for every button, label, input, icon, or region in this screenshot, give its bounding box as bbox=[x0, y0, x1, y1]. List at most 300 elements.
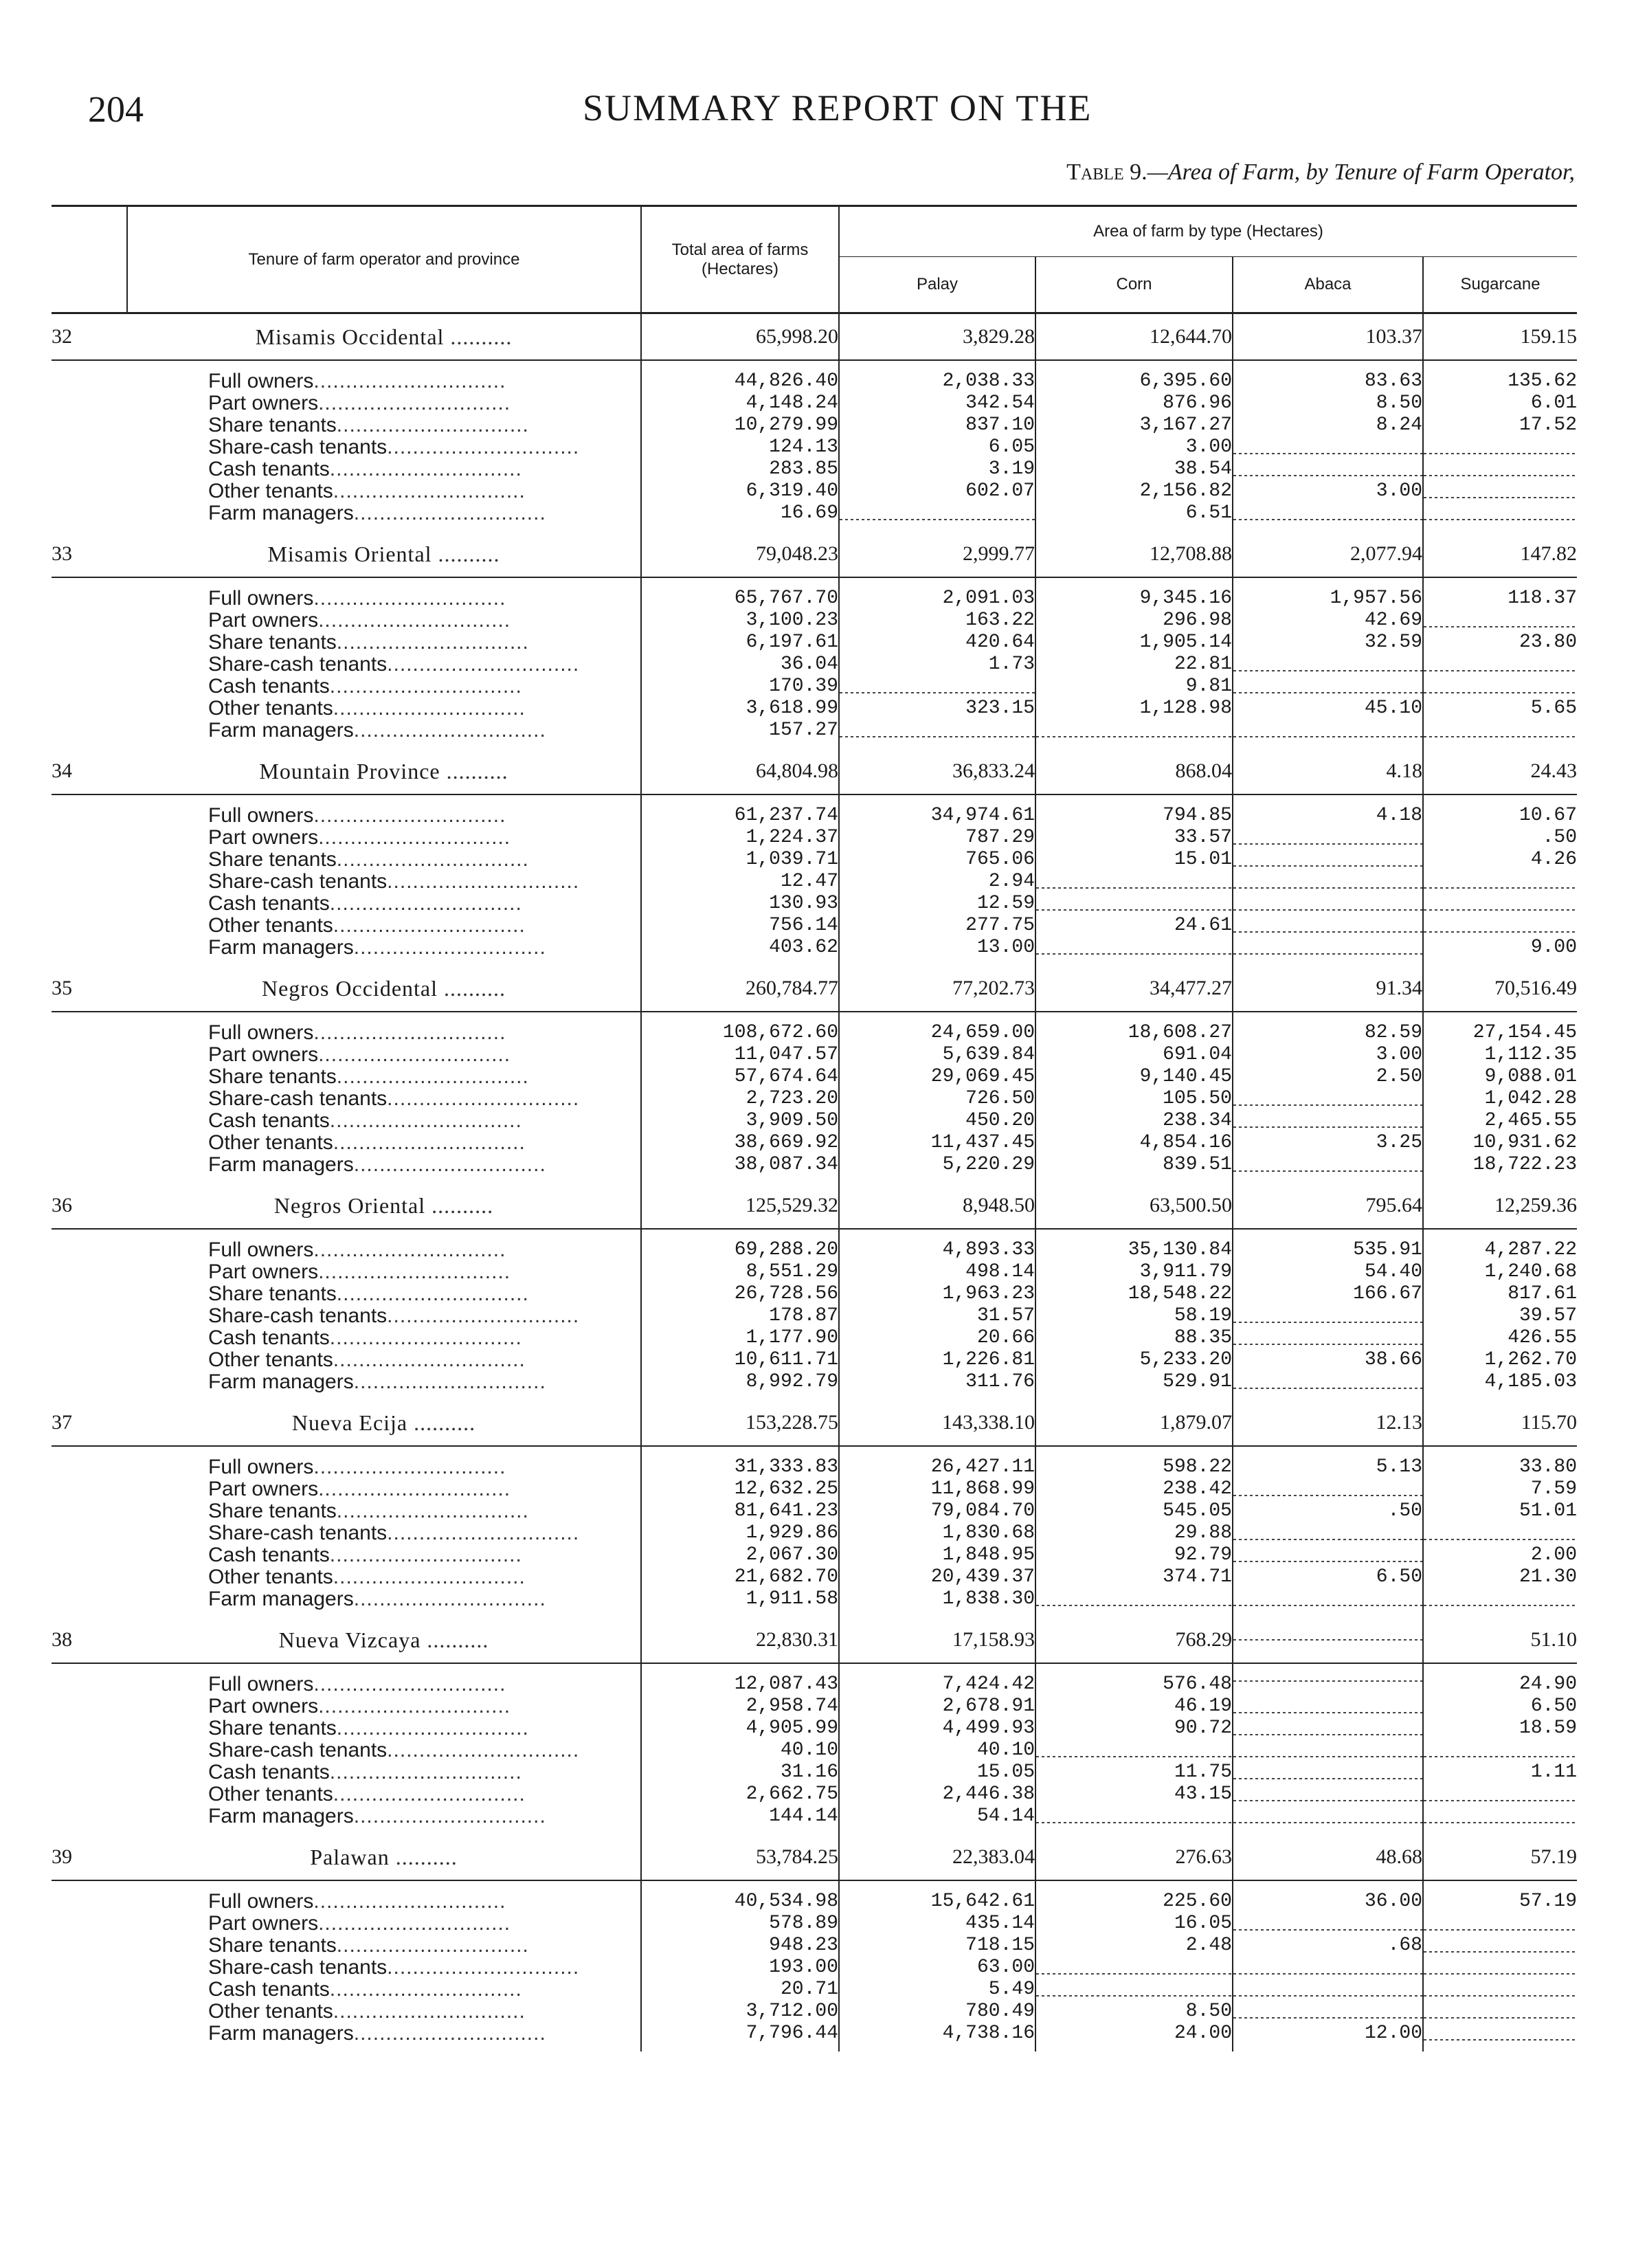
value-cell: 79,084.70 bbox=[839, 1500, 1035, 1522]
value-cell bbox=[1423, 654, 1577, 676]
value-cell bbox=[1233, 1588, 1423, 1617]
value-cell bbox=[1233, 893, 1423, 915]
tenure-row bbox=[52, 1935, 1577, 1957]
value-cell: 4,185.03 bbox=[1423, 1371, 1577, 1400]
table-body bbox=[52, 313, 1577, 2052]
value-cell: 7,796.44 bbox=[641, 2023, 839, 2052]
value-cell: 817.61 bbox=[1423, 1283, 1577, 1305]
province-row bbox=[52, 1834, 1577, 1880]
value-cell bbox=[1423, 458, 1577, 480]
value-cell bbox=[1423, 1979, 1577, 2001]
value-cell: 12,632.25 bbox=[641, 1478, 839, 1500]
tenure-label: Farm managers bbox=[208, 1588, 354, 1610]
province-label-cell bbox=[127, 313, 641, 361]
tenure-row bbox=[52, 720, 1577, 748]
value-cell: 13.00 bbox=[839, 937, 1035, 966]
value-cell: 35,130.84 bbox=[1035, 1229, 1233, 1261]
leader-dots: .............................. bbox=[387, 1739, 580, 1761]
leader-dots: .............................. bbox=[329, 893, 522, 915]
row-number-blank bbox=[52, 1066, 127, 1088]
tenure-label-cell bbox=[127, 1935, 641, 1957]
value-cell bbox=[1423, 1739, 1577, 1761]
tenure-label-cell bbox=[127, 676, 641, 698]
tenure-label-cell bbox=[127, 1478, 641, 1500]
value-cell: 6,319.40 bbox=[641, 480, 839, 502]
value-cell bbox=[1233, 1088, 1423, 1110]
value-cell: 1.11 bbox=[1423, 1761, 1577, 1783]
value-cell: 8.50 bbox=[1233, 392, 1423, 414]
value-cell: 3,618.99 bbox=[641, 698, 839, 720]
tenure-label-cell bbox=[127, 1717, 641, 1739]
value-cell: 118.37 bbox=[1423, 577, 1577, 610]
row-number-blank bbox=[52, 794, 127, 827]
value-cell: 43.15 bbox=[1035, 1783, 1233, 1805]
tenure-label-cell bbox=[127, 827, 641, 849]
province-total-cell: 77,202.73 bbox=[839, 966, 1035, 1012]
value-cell: 39.57 bbox=[1423, 1305, 1577, 1327]
tenure-label-cell bbox=[127, 632, 641, 654]
province-number: 39 bbox=[52, 1834, 127, 1880]
value-cell: 4.26 bbox=[1423, 849, 1577, 871]
value-cell: 450.20 bbox=[839, 1110, 1035, 1132]
leader-dots: .............................. bbox=[387, 436, 580, 458]
leader-dots: .............................. bbox=[333, 698, 526, 720]
tenure-label: Cash tenants bbox=[208, 1110, 330, 1132]
value-cell: 602.07 bbox=[839, 480, 1035, 502]
value-cell bbox=[1233, 1522, 1423, 1544]
leader-dots: .............................. bbox=[387, 1305, 580, 1327]
value-cell: 1,838.30 bbox=[839, 1588, 1035, 1617]
value-cell bbox=[1035, 720, 1233, 748]
value-cell bbox=[1233, 436, 1423, 458]
row-number-blank bbox=[52, 1663, 127, 1696]
value-cell: 876.96 bbox=[1035, 392, 1233, 414]
province-number: 32 bbox=[52, 313, 127, 361]
tenure-label: Other tenants bbox=[208, 1349, 333, 1371]
province-label-cell bbox=[127, 1834, 641, 1880]
value-cell: 765.06 bbox=[839, 849, 1035, 871]
tenure-row bbox=[52, 654, 1577, 676]
tenure-label: Share-cash tenants bbox=[208, 1522, 388, 1544]
tenure-label: Other tenants bbox=[208, 1132, 333, 1154]
leader-dots: .............................. bbox=[329, 458, 522, 480]
value-cell bbox=[1233, 676, 1423, 698]
row-number-blank bbox=[52, 1446, 127, 1478]
row-number-blank bbox=[52, 1088, 127, 1110]
value-cell: 40.10 bbox=[839, 1739, 1035, 1761]
leader-dots: .......... bbox=[421, 1627, 489, 1652]
value-cell: 40,534.98 bbox=[641, 1880, 839, 1913]
value-cell: .50 bbox=[1423, 827, 1577, 849]
tenure-label: Cash tenants bbox=[208, 1761, 330, 1783]
leader-dots: .............................. bbox=[336, 414, 529, 436]
value-cell: 90.72 bbox=[1035, 1717, 1233, 1739]
tenure-row bbox=[52, 1446, 1577, 1478]
value-cell: 426.55 bbox=[1423, 1327, 1577, 1349]
value-cell: 3,100.23 bbox=[641, 610, 839, 632]
value-cell: 10,279.99 bbox=[641, 414, 839, 436]
leader-dots: .............................. bbox=[313, 1021, 506, 1044]
tenure-row bbox=[52, 632, 1577, 654]
province-number: 33 bbox=[52, 531, 127, 577]
value-cell: 32.59 bbox=[1233, 632, 1423, 654]
tenure-label-cell bbox=[127, 1522, 641, 1544]
value-cell: 4,148.24 bbox=[641, 392, 839, 414]
tenure-label: Share tenants bbox=[208, 1500, 337, 1522]
tenure-row bbox=[52, 1913, 1577, 1935]
value-cell: 3.00 bbox=[1035, 436, 1233, 458]
row-number-blank bbox=[52, 1261, 127, 1283]
province-total-cell: 103.37 bbox=[1233, 313, 1423, 361]
leader-dots: .............................. bbox=[318, 827, 511, 849]
value-cell bbox=[1233, 871, 1423, 893]
value-cell: 435.14 bbox=[839, 1913, 1035, 1935]
value-cell: 18,722.23 bbox=[1423, 1154, 1577, 1183]
value-cell bbox=[1233, 1761, 1423, 1783]
row-number-blank bbox=[52, 577, 127, 610]
tenure-label-cell bbox=[127, 1012, 641, 1044]
value-cell: 18,548.22 bbox=[1035, 1283, 1233, 1305]
tenure-label: Cash tenants bbox=[208, 1979, 330, 2001]
province-total-cell: 2,077.94 bbox=[1233, 531, 1423, 577]
leader-dots: .............................. bbox=[333, 1783, 526, 1805]
province-total-cell: 276.63 bbox=[1035, 1834, 1233, 1880]
tenure-label: Full owners bbox=[208, 370, 314, 392]
value-cell: 22.81 bbox=[1035, 654, 1233, 676]
value-cell: .50 bbox=[1233, 1500, 1423, 1522]
tenure-row bbox=[52, 1805, 1577, 1834]
value-cell: 1,112.35 bbox=[1423, 1044, 1577, 1066]
province-total-cell: 24.43 bbox=[1423, 748, 1577, 794]
row-number-blank bbox=[52, 1696, 127, 1717]
value-cell: 4,738.16 bbox=[839, 2023, 1035, 2052]
value-cell: 2,067.30 bbox=[641, 1544, 839, 1566]
value-cell bbox=[1423, 1522, 1577, 1544]
leader-dots: .............................. bbox=[313, 804, 506, 827]
tenure-label: Cash tenants bbox=[208, 458, 330, 480]
value-cell: 10,931.62 bbox=[1423, 1132, 1577, 1154]
tenure-label: Share-cash tenants bbox=[208, 1739, 388, 1761]
value-cell: 29.88 bbox=[1035, 1522, 1233, 1544]
leader-dots: .............................. bbox=[313, 1890, 506, 1913]
value-cell bbox=[1423, 1783, 1577, 1805]
leader-dots: .............................. bbox=[353, 1805, 546, 1827]
leader-dots: .............................. bbox=[329, 1761, 522, 1783]
value-cell: 4,499.93 bbox=[839, 1717, 1035, 1739]
value-cell: 8,992.79 bbox=[641, 1371, 839, 1400]
value-cell bbox=[839, 502, 1035, 531]
row-number-blank bbox=[52, 1044, 127, 1066]
tenure-label-cell bbox=[127, 1957, 641, 1979]
province-total-cell: 22,383.04 bbox=[839, 1834, 1035, 1880]
tenure-label: Share tenants bbox=[208, 1717, 337, 1739]
value-cell: 2.48 bbox=[1035, 1935, 1233, 1957]
value-cell: 4,854.16 bbox=[1035, 1132, 1233, 1154]
tenure-row bbox=[52, 1327, 1577, 1349]
corn-column-header: Corn bbox=[1035, 257, 1233, 313]
tenure-row bbox=[52, 1663, 1577, 1696]
tenure-row bbox=[52, 1544, 1577, 1566]
tenure-row bbox=[52, 1371, 1577, 1400]
row-number-blank bbox=[52, 480, 127, 502]
value-cell bbox=[1233, 1717, 1423, 1739]
value-cell: 69,288.20 bbox=[641, 1229, 839, 1261]
value-cell bbox=[1233, 1154, 1423, 1183]
row-number-blank bbox=[52, 1739, 127, 1761]
row-number-blank bbox=[52, 1349, 127, 1371]
value-cell: 837.10 bbox=[839, 414, 1035, 436]
province-label-cell bbox=[127, 1400, 641, 1446]
value-cell bbox=[1035, 1957, 1233, 1979]
province-total-cell: 64,804.98 bbox=[641, 748, 839, 794]
tenure-label: Farm managers bbox=[208, 720, 354, 742]
value-cell: 65,767.70 bbox=[641, 577, 839, 610]
value-cell: 578.89 bbox=[641, 1913, 839, 1935]
value-cell: 9,345.16 bbox=[1035, 577, 1233, 610]
leader-dots: .............................. bbox=[313, 1673, 506, 1696]
value-cell: 6,395.60 bbox=[1035, 360, 1233, 392]
value-cell bbox=[1035, 871, 1233, 893]
value-cell: 2,465.55 bbox=[1423, 1110, 1577, 1132]
tenure-label-cell bbox=[127, 1261, 641, 1283]
tenure-label-cell bbox=[127, 1663, 641, 1696]
province-total-cell: 17,158.93 bbox=[839, 1617, 1035, 1663]
tenure-row bbox=[52, 1880, 1577, 1913]
tenure-row bbox=[52, 360, 1577, 392]
value-cell: 6,197.61 bbox=[641, 632, 839, 654]
tenure-label-cell bbox=[127, 1349, 641, 1371]
value-cell: 9,140.45 bbox=[1035, 1066, 1233, 1088]
tenure-label-cell bbox=[127, 1305, 641, 1327]
value-cell: 31.16 bbox=[641, 1761, 839, 1783]
leader-dots: .............................. bbox=[336, 1066, 529, 1088]
province-total-cell: 795.64 bbox=[1233, 1183, 1423, 1229]
value-cell: 2,156.82 bbox=[1035, 480, 1233, 502]
tenure-label: Full owners bbox=[208, 1021, 314, 1044]
province-total-cell: 12,259.36 bbox=[1423, 1183, 1577, 1229]
value-cell bbox=[1423, 1913, 1577, 1935]
tenure-label-cell bbox=[127, 915, 641, 937]
province-total-cell: 51.10 bbox=[1423, 1617, 1577, 1663]
tenure-label-cell bbox=[127, 436, 641, 458]
value-cell: 51.01 bbox=[1423, 1500, 1577, 1522]
value-cell: 163.22 bbox=[839, 610, 1035, 632]
value-cell: 9.81 bbox=[1035, 676, 1233, 698]
tenure-row bbox=[52, 1261, 1577, 1283]
row-number-blank bbox=[52, 502, 127, 531]
value-cell: 20.71 bbox=[641, 1979, 839, 2001]
province-total-cell: 12.13 bbox=[1233, 1400, 1423, 1446]
leader-dots: .............................. bbox=[333, 1566, 526, 1588]
value-cell: 46.19 bbox=[1035, 1696, 1233, 1717]
value-cell: 12,087.43 bbox=[641, 1663, 839, 1696]
tenure-label: Share-cash tenants bbox=[208, 654, 388, 676]
leader-dots: .............................. bbox=[353, 2023, 546, 2045]
leader-dots: .............................. bbox=[318, 610, 511, 632]
tenure-label: Full owners bbox=[208, 1456, 314, 1478]
value-cell: 36.04 bbox=[641, 654, 839, 676]
tenure-label: Farm managers bbox=[208, 502, 354, 524]
row-number-blank bbox=[52, 1566, 127, 1588]
value-cell: 1,128.98 bbox=[1035, 698, 1233, 720]
value-cell bbox=[1423, 436, 1577, 458]
leader-dots: .............................. bbox=[318, 1044, 511, 1066]
province-row bbox=[52, 313, 1577, 361]
province-total-cell: 2,999.77 bbox=[839, 531, 1035, 577]
province-row bbox=[52, 1617, 1577, 1663]
value-cell: 2,662.75 bbox=[641, 1783, 839, 1805]
row-number-blank bbox=[52, 1588, 127, 1617]
value-cell: 135.62 bbox=[1423, 360, 1577, 392]
row-number-blank bbox=[52, 1229, 127, 1261]
tenure-row bbox=[52, 794, 1577, 827]
value-cell: 3,911.79 bbox=[1035, 1261, 1233, 1283]
row-number-blank bbox=[52, 654, 127, 676]
value-cell: 2.00 bbox=[1423, 1544, 1577, 1566]
row-number-blank bbox=[52, 1371, 127, 1400]
value-cell bbox=[1035, 1739, 1233, 1761]
value-cell: 31.57 bbox=[839, 1305, 1035, 1327]
row-number-blank bbox=[52, 1478, 127, 1500]
leader-dots: .............................. bbox=[318, 1913, 511, 1935]
leader-dots: .............................. bbox=[318, 1261, 511, 1283]
value-cell: 33.57 bbox=[1035, 827, 1233, 849]
value-cell: 105.50 bbox=[1035, 1088, 1233, 1110]
value-cell: 718.15 bbox=[839, 1935, 1035, 1957]
tenure-label: Part owners bbox=[208, 1478, 319, 1500]
value-cell bbox=[1035, 1979, 1233, 2001]
province-name: Nueva Ecija bbox=[291, 1410, 408, 1435]
tenure-label: Farm managers bbox=[208, 1371, 354, 1393]
value-cell: 38.66 bbox=[1233, 1349, 1423, 1371]
value-cell: 1,224.37 bbox=[641, 827, 839, 849]
value-cell bbox=[1233, 1305, 1423, 1327]
tenure-row bbox=[52, 1044, 1577, 1066]
value-cell bbox=[1423, 480, 1577, 502]
tenure-label-cell bbox=[127, 1739, 641, 1761]
tenure-label-cell bbox=[127, 794, 641, 827]
value-cell: 1,905.14 bbox=[1035, 632, 1233, 654]
tenure-row bbox=[52, 849, 1577, 871]
value-cell: 38,669.92 bbox=[641, 1132, 839, 1154]
value-cell: 15.05 bbox=[839, 1761, 1035, 1783]
value-cell: 15,642.61 bbox=[839, 1880, 1035, 1913]
tenure-row bbox=[52, 1717, 1577, 1739]
tenure-row bbox=[52, 1012, 1577, 1044]
leader-dots: .............................. bbox=[336, 1283, 529, 1305]
row-number-blank bbox=[52, 915, 127, 937]
tenure-label-cell bbox=[127, 849, 641, 871]
value-cell: 6.01 bbox=[1423, 392, 1577, 414]
value-cell bbox=[1233, 654, 1423, 676]
value-cell: 691.04 bbox=[1035, 1044, 1233, 1066]
value-cell: 2,958.74 bbox=[641, 1696, 839, 1717]
tenure-row bbox=[52, 1957, 1577, 1979]
leader-dots: .............................. bbox=[329, 1544, 522, 1566]
row-number-blank bbox=[52, 1913, 127, 1935]
row-number-blank bbox=[52, 1761, 127, 1783]
value-cell: 11,047.57 bbox=[641, 1044, 839, 1066]
row-number-blank bbox=[52, 1783, 127, 1805]
province-total-cell: 159.15 bbox=[1423, 313, 1577, 361]
tenure-row bbox=[52, 577, 1577, 610]
value-cell: 403.62 bbox=[641, 937, 839, 966]
value-cell: 42.69 bbox=[1233, 610, 1423, 632]
leader-dots: .............................. bbox=[336, 1500, 529, 1522]
tenure-label-cell bbox=[127, 480, 641, 502]
value-cell bbox=[1233, 1371, 1423, 1400]
value-cell bbox=[1035, 1805, 1233, 1834]
leader-dots: .............................. bbox=[313, 587, 506, 610]
value-cell: 3.19 bbox=[839, 458, 1035, 480]
value-cell: 5,233.20 bbox=[1035, 1349, 1233, 1371]
tenure-label: Share-cash tenants bbox=[208, 871, 388, 893]
province-label-cell bbox=[127, 966, 641, 1012]
value-cell bbox=[1423, 676, 1577, 698]
leader-dots: .............................. bbox=[353, 1588, 546, 1610]
tenure-label-cell bbox=[127, 1371, 641, 1400]
abaca-column-header: Abaca bbox=[1233, 257, 1423, 313]
value-cell: 1,911.58 bbox=[641, 1588, 839, 1617]
tenure-label-cell bbox=[127, 1544, 641, 1566]
value-cell: 193.00 bbox=[641, 1957, 839, 1979]
value-cell bbox=[1423, 915, 1577, 937]
value-cell: 576.48 bbox=[1035, 1663, 1233, 1696]
value-cell: 323.15 bbox=[839, 698, 1035, 720]
tenure-row bbox=[52, 502, 1577, 531]
tenure-row bbox=[52, 414, 1577, 436]
value-cell: 1.73 bbox=[839, 654, 1035, 676]
value-cell: 787.29 bbox=[839, 827, 1035, 849]
tenure-row bbox=[52, 1154, 1577, 1183]
value-cell: 5.13 bbox=[1233, 1446, 1423, 1478]
value-cell bbox=[1423, 2001, 1577, 2023]
tenure-label-cell bbox=[127, 1761, 641, 1783]
tenure-row bbox=[52, 893, 1577, 915]
value-cell bbox=[1423, 1805, 1577, 1834]
province-name: Negros Occidental bbox=[261, 975, 438, 1001]
value-cell: 44,826.40 bbox=[641, 360, 839, 392]
value-cell bbox=[1423, 871, 1577, 893]
tenure-row bbox=[52, 1478, 1577, 1500]
value-cell: 4,905.99 bbox=[641, 1717, 839, 1739]
tenure-label-cell bbox=[127, 1327, 641, 1349]
row-number-blank bbox=[52, 1327, 127, 1349]
value-cell: 31,333.83 bbox=[641, 1446, 839, 1478]
tenure-label-cell bbox=[127, 1588, 641, 1617]
value-cell bbox=[1423, 893, 1577, 915]
value-cell: 4.18 bbox=[1233, 794, 1423, 827]
province-total-cell: 22,830.31 bbox=[641, 1617, 839, 1663]
row-number-blank bbox=[52, 1880, 127, 1913]
row-number-blank bbox=[52, 871, 127, 893]
value-cell bbox=[1233, 827, 1423, 849]
row-number-blank bbox=[52, 1012, 127, 1044]
value-cell: 24.00 bbox=[1035, 2023, 1233, 2052]
value-cell bbox=[839, 676, 1035, 698]
row-number-blank bbox=[52, 698, 127, 720]
row-number-blank bbox=[52, 1110, 127, 1132]
tenure-label: Share tenants bbox=[208, 849, 337, 871]
tenure-label: Part owners bbox=[208, 1913, 319, 1935]
tenure-label: Full owners bbox=[208, 1890, 314, 1913]
value-cell bbox=[1233, 849, 1423, 871]
value-cell: 2,723.20 bbox=[641, 1088, 839, 1110]
tenure-label-cell bbox=[127, 1880, 641, 1913]
value-cell: 166.67 bbox=[1233, 1283, 1423, 1305]
value-cell: 16.69 bbox=[641, 502, 839, 531]
page-number: 204 bbox=[88, 89, 144, 130]
